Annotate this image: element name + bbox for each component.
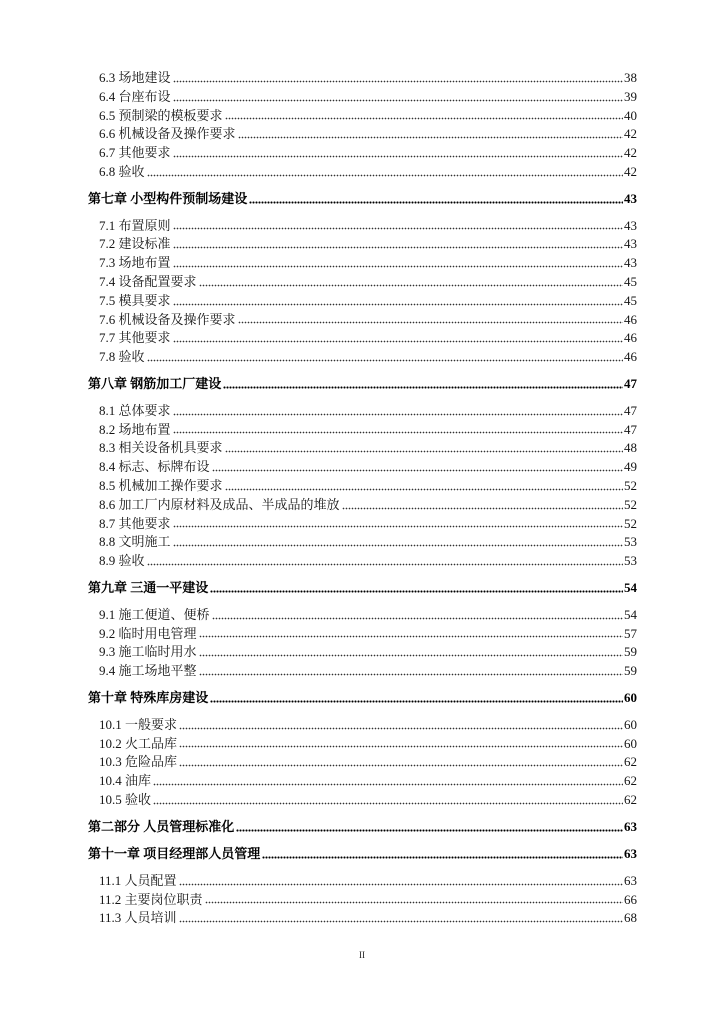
toc-entry — [88, 348, 637, 367]
toc-entry — [88, 662, 637, 681]
toc-page-number: 59 — [624, 663, 637, 679]
toc-entry — [88, 458, 637, 477]
toc-page-number: 63 — [624, 872, 637, 888]
dot-leader — [173, 544, 623, 547]
dot-leader — [238, 321, 623, 324]
toc-page-number: 68 — [624, 910, 637, 926]
dot-leader — [225, 450, 623, 453]
toc-page-number: 42 — [624, 126, 637, 142]
dot-leader — [249, 201, 623, 204]
toc-entry — [88, 477, 637, 496]
toc-entry-title: 7.2 建设标准 — [99, 236, 171, 252]
toc-entry-title: 8.7 其他要求 — [99, 515, 171, 531]
toc-page-number: 59 — [624, 644, 637, 660]
toc-page-number: 49 — [624, 459, 637, 475]
toc-entry — [88, 625, 637, 644]
toc-page-number: 42 — [624, 163, 637, 179]
toc-page-number: 60 — [624, 735, 637, 751]
toc-page-number: 60 — [624, 690, 637, 706]
toc-entry-title: 8.4 标志、标牌布设 — [99, 459, 210, 475]
toc-entry-title: 10.3 危险品库 — [99, 754, 178, 770]
toc-entry-title: 8.5 机械加工操作要求 — [99, 477, 223, 493]
toc-entry — [88, 421, 637, 440]
dot-leader — [210, 590, 623, 593]
dot-leader — [179, 727, 623, 730]
dot-leader — [173, 155, 623, 158]
toc-page-number: 60 — [624, 716, 637, 732]
dot-leader — [199, 654, 623, 657]
toc-page-number: 54 — [624, 580, 637, 596]
dot-leader — [238, 136, 623, 139]
dot-leader — [342, 507, 623, 510]
toc-entry-title: 6.8 验收 — [99, 163, 145, 179]
dot-leader — [225, 488, 623, 491]
dot-leader — [153, 802, 623, 805]
toc-chapter-entry — [88, 689, 637, 708]
toc-entry-title: 7.4 设备配置要求 — [99, 273, 197, 289]
toc-entry-title: 8.8 文明施工 — [99, 534, 171, 550]
toc-page-number: 48 — [624, 440, 637, 456]
toc-entry — [88, 254, 637, 273]
toc-entry-title: 8.3 相关设备机具要求 — [99, 440, 223, 456]
dot-leader — [173, 265, 623, 268]
toc-entry-title: 9.4 施工场地平整 — [99, 663, 197, 679]
toc-entry — [88, 643, 637, 662]
toc-page-number: 52 — [624, 496, 637, 512]
toc-page-number: 46 — [624, 330, 637, 346]
toc-page-number: 53 — [624, 534, 637, 550]
dot-leader — [212, 469, 623, 472]
toc-entry-title: 8.1 总体要求 — [99, 402, 171, 418]
toc-page-number: 46 — [624, 349, 637, 365]
toc-entry-title: 8.6 加工厂内原材料及成品、半成品的堆放 — [99, 496, 340, 512]
toc-page-number: 52 — [624, 515, 637, 531]
toc-chapter-entry — [88, 845, 637, 864]
page-footer-number: II — [359, 950, 365, 960]
toc-page-number: 43 — [624, 217, 637, 233]
toc-page-number: 53 — [624, 553, 637, 569]
toc-page-number: 63 — [624, 846, 637, 862]
dot-leader — [173, 227, 623, 230]
toc-entry — [88, 144, 637, 163]
toc-entry — [88, 533, 637, 552]
toc-chapter-title: 第七章 小型构件预制场建设 — [88, 191, 248, 207]
toc-entry — [88, 235, 637, 254]
toc-entry-title: 11.3 人员培训 — [99, 910, 177, 926]
toc-entry — [88, 515, 637, 534]
toc-page-number: 43 — [624, 236, 637, 252]
toc-entry — [88, 88, 637, 107]
dot-leader — [179, 764, 623, 767]
dot-leader — [173, 431, 623, 434]
dot-leader — [262, 856, 623, 859]
toc-entry-title: 10.4 油库 — [99, 773, 152, 789]
dot-leader — [173, 413, 623, 416]
toc-page-number: 39 — [624, 88, 637, 104]
toc-entry — [88, 891, 637, 910]
toc-page-number: 45 — [624, 273, 637, 289]
toc-entry-title: 9.2 临时用电管理 — [99, 625, 197, 641]
toc-entry — [88, 125, 637, 144]
dot-leader — [173, 303, 623, 306]
dot-leader — [173, 525, 623, 528]
dot-leader — [147, 563, 623, 566]
toc-entry-title: 6.6 机械设备及操作要求 — [99, 126, 236, 142]
toc-entry-title: 6.7 其他要求 — [99, 145, 171, 161]
toc-entry-title: 7.5 模具要求 — [99, 292, 171, 308]
toc-entry — [88, 735, 637, 754]
dot-leader — [199, 284, 623, 287]
toc-page-number: 43 — [624, 191, 637, 207]
dot-leader — [173, 246, 623, 249]
toc-entry — [88, 273, 637, 292]
dot-leader — [199, 635, 623, 638]
toc-page-number: 52 — [624, 477, 637, 493]
dot-leader — [153, 783, 623, 786]
toc-page-number: 57 — [624, 625, 637, 641]
toc-chapter-entry — [88, 190, 637, 209]
toc-entry-title: 10.1 一般要求 — [99, 716, 178, 732]
toc-page-number: 43 — [624, 255, 637, 271]
toc-entry — [88, 909, 637, 928]
dot-leader — [179, 883, 623, 886]
dot-leader — [179, 920, 623, 923]
toc-entry — [88, 69, 637, 88]
dot-leader — [179, 745, 623, 748]
toc-part-entry — [88, 818, 637, 837]
toc-entry — [88, 772, 637, 791]
toc-chapter-entry — [88, 579, 637, 598]
toc-entry — [88, 753, 637, 772]
toc-page-number: 54 — [624, 606, 637, 622]
toc-chapter-title: 第八章 钢筋加工厂建设 — [88, 376, 222, 392]
toc-entry-title: 6.4 台座布设 — [99, 88, 171, 104]
toc-entry — [88, 163, 637, 182]
toc-entry — [88, 791, 637, 810]
toc-entry — [88, 402, 637, 421]
toc-entry-title: 6.5 预制梁的模板要求 — [99, 107, 223, 123]
dot-leader — [173, 80, 623, 83]
toc-entry-title: 7.6 机械设备及操作要求 — [99, 311, 236, 327]
toc-page-number: 63 — [624, 819, 637, 835]
dot-leader — [205, 901, 623, 904]
toc-entry — [88, 872, 637, 891]
dot-leader — [199, 673, 623, 676]
toc-page-number: 45 — [624, 292, 637, 308]
toc-page-number: 38 — [624, 70, 637, 85]
toc-page-number: 47 — [624, 402, 637, 418]
toc-chapter-title: 第十章 特殊库房建设 — [88, 690, 209, 706]
toc-entry — [88, 496, 637, 515]
toc-entry — [88, 439, 637, 458]
toc-page-number: 47 — [624, 421, 637, 437]
toc-entry-title: 7.1 布置原则 — [99, 217, 171, 233]
dot-leader — [225, 117, 623, 120]
toc-page-number: 40 — [624, 107, 637, 123]
toc-entry-title: 8.2 场地布置 — [99, 421, 171, 437]
toc-chapter-title: 第九章 三通一平建设 — [88, 580, 209, 596]
dot-leader — [147, 174, 623, 177]
toc-page-number: 62 — [624, 773, 637, 789]
toc-entry-title: 9.3 施工临时用水 — [99, 644, 197, 660]
dot-leader — [173, 340, 623, 343]
toc-entry-title: 11.1 人员配置 — [99, 872, 177, 888]
toc-entry-title: 7.8 验收 — [99, 349, 145, 365]
toc-entry — [88, 716, 637, 735]
dot-leader — [210, 700, 623, 703]
toc-entry-title: 6.3 场地建设 — [99, 70, 171, 85]
toc-entry — [88, 292, 637, 311]
dot-leader — [223, 386, 623, 389]
toc-entry — [88, 107, 637, 126]
table-of-contents — [88, 69, 637, 928]
toc-page-number: 42 — [624, 145, 637, 161]
toc-part-title: 第二部分 人员管理标准化 — [88, 819, 235, 835]
toc-entry — [88, 217, 637, 236]
toc-entry-title: 10.2 火工品库 — [99, 735, 178, 751]
toc-entry — [88, 329, 637, 348]
toc-page-number: 46 — [624, 311, 637, 327]
toc-chapter-entry — [88, 375, 637, 394]
toc-entry-title: 7.3 场地布置 — [99, 255, 171, 271]
toc-page-number: 62 — [624, 791, 637, 807]
toc-entry-title: 7.7 其他要求 — [99, 330, 171, 346]
toc-entry-title: 11.2 主要岗位职责 — [99, 891, 203, 907]
toc-entry — [88, 552, 637, 571]
toc-entry — [88, 606, 637, 625]
toc-entry-title: 8.9 验收 — [99, 553, 145, 569]
dot-leader — [212, 617, 623, 620]
toc-entry-title: 10.5 验收 — [99, 791, 152, 807]
dot-leader — [236, 829, 623, 832]
dot-leader — [173, 99, 623, 102]
dot-leader — [147, 359, 623, 362]
toc-page-number: 47 — [624, 376, 637, 392]
toc-page-number: 66 — [624, 891, 637, 907]
toc-page-number: 62 — [624, 754, 637, 770]
toc-chapter-title: 第十一章 项目经理部人员管理 — [88, 846, 261, 862]
toc-entry-title: 9.1 施工便道、便桥 — [99, 606, 210, 622]
toc-entry — [88, 311, 637, 330]
